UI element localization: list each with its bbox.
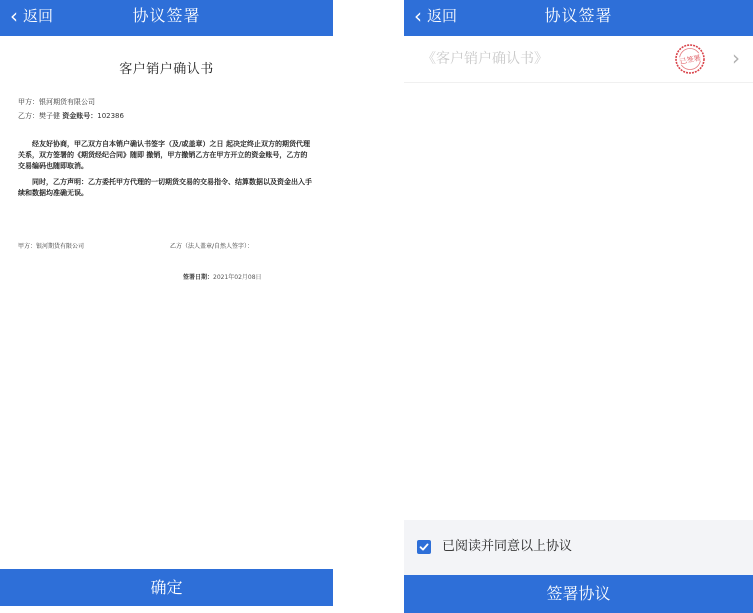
sign-agreement-button[interactable]: 签署协议 bbox=[404, 575, 753, 613]
agreement-name: 《客户销户确认书》 bbox=[422, 51, 548, 67]
account-label: 资金账号： bbox=[62, 112, 98, 120]
back-label: 返回 bbox=[427, 7, 458, 25]
contract-preview-screen bbox=[0, 0, 333, 606]
checkmark-icon bbox=[419, 542, 429, 552]
date-value: 2021年02月08日 bbox=[213, 274, 262, 281]
chevron-right-icon: › bbox=[732, 46, 740, 70]
signature-party-b: 乙方（法人盖章/自然人签字）： bbox=[170, 243, 254, 250]
header-bar bbox=[404, 0, 753, 36]
agreement-consent bbox=[404, 520, 753, 575]
stamp-text: 已签署 bbox=[679, 53, 702, 67]
content-area bbox=[404, 83, 753, 520]
document-title: 客户销户确认书 bbox=[119, 62, 214, 77]
party-b-line bbox=[18, 111, 124, 121]
sign-agreement-screen bbox=[404, 0, 753, 613]
signature-party-a: 甲方：银河期货有限公司 bbox=[18, 243, 85, 250]
back-label: 返回 bbox=[23, 7, 54, 25]
date-label: 签署日期： bbox=[183, 274, 214, 281]
chevron-left-icon: ‹ bbox=[10, 4, 18, 28]
agreement-list-item[interactable] bbox=[404, 36, 753, 83]
paragraph-declaration: 同时，乙方声明：乙方委托甲方代理的一切期货交易的交易指令、结算数据以及资金出入手续和数据均准确无误。 bbox=[18, 178, 312, 197]
contract-document bbox=[0, 36, 333, 569]
paragraph-termination: 经友好协商，甲乙双方自本销户确认书签字（及/或盖章）之日 起决定终止双方的期货代理关系，双方签署的《期货经纪合同》随即 撤销，甲方撤销乙方在甲方开立的资金账号，乙方的交易编码也随即取消。 bbox=[18, 140, 310, 170]
chevron-left-icon: ‹ bbox=[414, 4, 422, 28]
agree-checkbox[interactable] bbox=[417, 540, 431, 554]
account-number: 102386 bbox=[97, 112, 124, 120]
agree-label: 已阅读并同意以上协议 bbox=[442, 539, 573, 554]
header-bar bbox=[0, 0, 333, 36]
confirm-button[interactable]: 确定 bbox=[0, 569, 333, 606]
page-title: 协议签署 bbox=[132, 6, 201, 25]
party-b-name: 乙方：樊子健 bbox=[18, 112, 63, 120]
party-a-line: 甲方：银河期货有限公司 bbox=[18, 98, 95, 106]
signature-date bbox=[183, 272, 262, 281]
page-title: 协议签署 bbox=[544, 6, 613, 25]
signed-stamp-icon bbox=[674, 43, 706, 75]
